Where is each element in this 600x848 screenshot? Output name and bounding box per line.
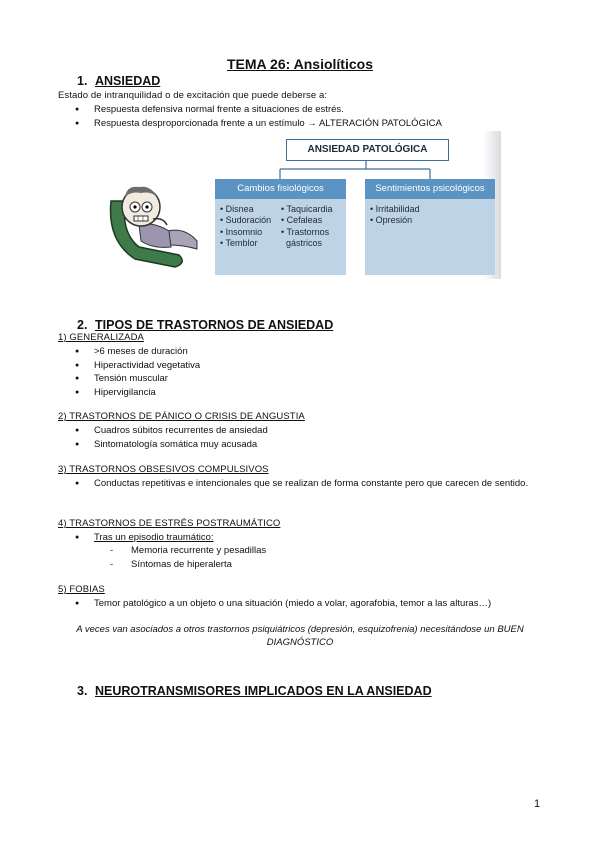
subsection-generalized: 1) GENERALIZADA [58, 332, 144, 343]
ptsd-list [58, 531, 538, 545]
physiological-col-1 [220, 204, 271, 249]
ptsd-lead: Tras un episodio traumático: [94, 532, 214, 543]
symptom: gástricos [281, 237, 323, 248]
panic-list [58, 424, 538, 451]
section-2-heading [77, 318, 333, 332]
section-3-heading [77, 684, 432, 698]
section-3-number: 3. [77, 684, 88, 698]
ptsd-sublist [58, 544, 538, 572]
psychological-feelings-body [365, 199, 495, 275]
psychological-feelings-box [365, 179, 495, 304]
section-2-number: 2. [77, 318, 88, 332]
symptom: • Taquicardia [281, 204, 333, 214]
diagnosis-note-line-1: A veces van asociados a otros trastornos psiquiátricos (depresión, esquizofrenia) necesitándose un BUEN [76, 624, 524, 635]
list-item: ● Tensión muscular [58, 372, 538, 386]
list-item: ● Respuesta defensiva normal frente a situaciones de estrés. [58, 103, 538, 117]
section-1-bullets [58, 103, 538, 130]
page-title: TEMA 26: Ansiolíticos [227, 56, 373, 72]
list-item: ● >6 meses de duración [58, 345, 538, 359]
subsection-panic: 2) TRASTORNOS DE PÁNICO O CRISIS DE ANGUSTIA [58, 411, 305, 422]
subsection-phobias: 5) FOBIAS [58, 584, 105, 595]
psychological-items [370, 204, 420, 227]
symptom: • Sudoración [220, 215, 272, 226]
list-item [58, 531, 538, 545]
symptom: • Disnea [220, 204, 254, 214]
symptom: • Temblor [220, 237, 258, 248]
list-item: ● Cuadros súbitos recurrentes de ansiedad [58, 424, 538, 438]
list-item: - Síntomas de hiperalerta [58, 558, 538, 572]
physiological-col-2 [281, 204, 333, 249]
diagnosis-note-line-2: DIAGNÓSTICO [266, 637, 334, 648]
generalized-list [58, 345, 538, 399]
feeling: • Opresión [370, 215, 413, 226]
physiological-changes-box [215, 179, 346, 304]
feeling: • Irritabilidad [370, 204, 420, 214]
phobias-list [58, 597, 548, 611]
section-2-title: TIPOS DE TRASTORNOS DE ANSIEDAD [95, 318, 334, 332]
symptom: • Cefaleas [281, 215, 323, 226]
subsection-ocd: 3) TRASTORNOS OBSESIVOS COMPULSIVOS [58, 464, 269, 475]
symptom: • Trastornos [281, 226, 330, 237]
subsection-ptsd: 4) TRASTORNOS DE ESTRÉS POSTRAUMÁTICO [58, 518, 281, 529]
physiological-changes-body [215, 199, 346, 275]
list-item: ● Sintomatología somática muy acusada [58, 438, 538, 452]
section-1-title: ANSIEDAD [95, 74, 161, 88]
section-3-title: NEUROTRANSMISORES IMPLICADOS EN LA ANSIEDAD [95, 684, 432, 698]
list-item: ● Temor patológico a un objeto o una situación (miedo a volar, agorafobia, temor a las alturas…) [58, 597, 548, 611]
list-item: ● Hipervigilancia [58, 386, 538, 400]
symptom: • Insomnio [220, 226, 263, 237]
pathological-anxiety-label: ANSIEDAD PATOLÓGICA [286, 139, 449, 161]
section-1-intro: Estado de intranquilidad o de excitación que puede deberse a: [58, 90, 328, 101]
page-number: 1 [534, 798, 541, 810]
section-1-number: 1. [77, 74, 88, 88]
anxiety-figure [103, 131, 501, 279]
physiological-changes-header: Cambios fisiológicos [215, 179, 346, 199]
list-item: ● Respuesta desproporcionada frente a un estímulo → ALTERACIÓN PATOLÓGICA [58, 117, 538, 131]
section-1-heading [77, 74, 160, 88]
ocd-list [58, 477, 542, 491]
list-item: ● Conductas repetitivas e intencionales que se realizan de forma constante pero que carecen de sentido. [58, 477, 542, 491]
psychological-feelings-header: Sentimientos psicológicos [365, 179, 495, 199]
list-item: - Memoria recurrente y pesadillas [58, 544, 538, 558]
list-item: ● Hiperactividad vegetativa [58, 359, 538, 373]
